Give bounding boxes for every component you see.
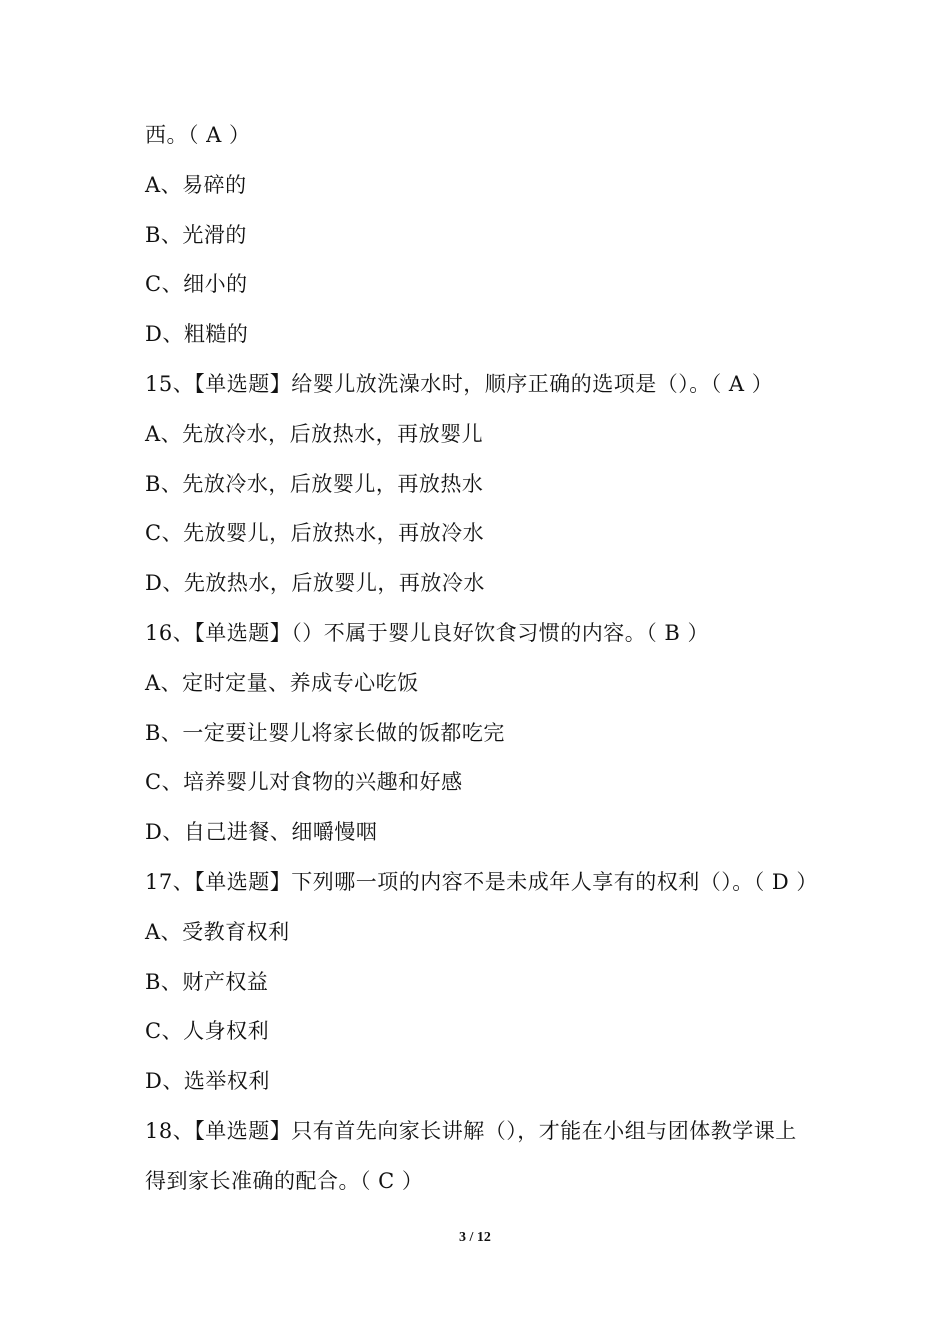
option-line: A、受教育权利 <box>145 919 290 944</box>
answer-line-continued: 西。（ A ） <box>145 123 251 147</box>
question-15: 15、【单选题】给婴儿放洗澡水时，顺序正确的选项是（）。（ A ） <box>145 371 774 396</box>
question-text-block <box>145 111 825 1207</box>
option-line: B、财产权益 <box>145 969 269 994</box>
question-18-continued: 得到家长准确的配合。（ C ） <box>145 1168 424 1193</box>
question-17: 17、【单选题】下列哪一项的内容不是未成年人享有的权利（）。（ D ） <box>145 869 818 894</box>
option-line: B、一定要让婴儿将家长做的饭都吃完 <box>145 720 505 745</box>
option-line: D、粗糙的 <box>145 322 249 347</box>
option-line: C、培养婴儿对食物的兴趣和好感 <box>145 770 463 795</box>
question-16: 16、【单选题】（）不属于婴儿良好饮食习惯的内容。（ B ） <box>145 620 710 645</box>
page-number: 3 / 12 <box>459 1230 491 1245</box>
option-line: A、定时定量、养成专心吃饭 <box>145 670 419 695</box>
option-line: C、细小的 <box>145 272 248 297</box>
option-line: A、先放冷水，后放热水，再放婴儿 <box>145 421 484 446</box>
option-line: B、光滑的 <box>145 222 247 247</box>
option-line: A、易碎的 <box>145 172 247 197</box>
option-line: D、先放热水，后放婴儿，再放冷水 <box>145 571 485 596</box>
option-line: D、选举权利 <box>145 1069 270 1094</box>
option-line: D、自己进餐、细嚼慢咽 <box>145 820 378 845</box>
option-line: B、先放冷水，后放婴儿，再放热水 <box>145 471 484 496</box>
question-18: 18、【单选题】只有首先向家长讲解（），才能在小组与团体教学课上 <box>145 1118 797 1143</box>
option-line: C、先放婴儿，后放热水，再放冷水 <box>145 521 485 546</box>
option-line: C、人身权利 <box>145 1019 270 1044</box>
